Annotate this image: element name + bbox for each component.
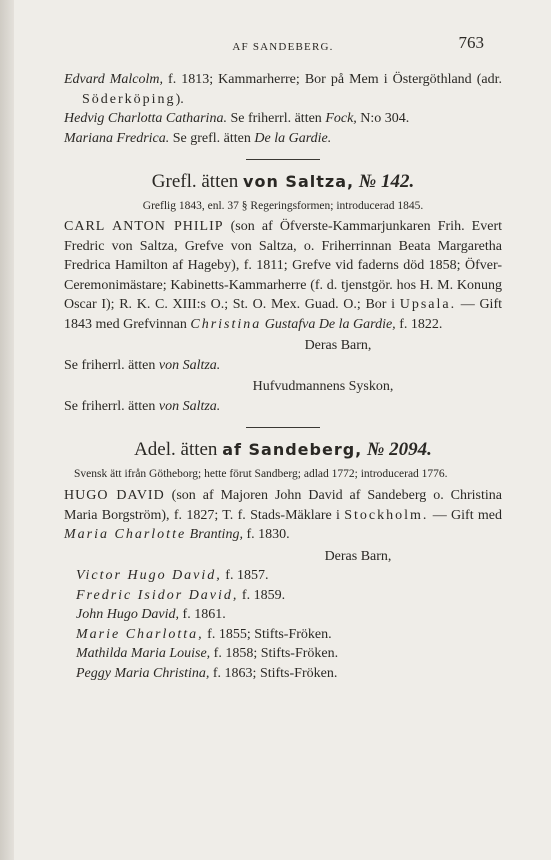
list-item: Fredric Isidor David, f. 1859. [76, 587, 286, 603]
main-entry-sandeberg: HUGO DAVID (son af Majoren John David af Sandeberg o. Christina Maria Borgström), f. 1827; T. f. Stads-Mäklare i Stockholm. — Gift med Maria Charlotte Branting, f. 1830. [64, 488, 502, 542]
book-spine-shadow [0, 0, 14, 860]
list-item: Peggy Maria Christina, f. 1863; Stifts-Fröken. [76, 665, 338, 681]
list-item: John Hugo David, f. 1861. [76, 607, 226, 622]
children-note-saltza: Se friherrl. ätten von Saltza. [64, 357, 221, 373]
entry-hedvig: Hedvig Charlotta Catharina. Se friherrl. ätten Fock, N:o 304. [64, 111, 410, 126]
list-item: Mathilda Maria Louise, f. 1858; Stifts-Fröken. [76, 646, 339, 661]
divider-rule [246, 427, 320, 428]
book-page [14, 0, 551, 860]
top-entries [64, 70, 502, 148]
section-subtitle-saltza: Greflig 1843, enl. 37 § Regeringsformen; introducerad 1845. [142, 200, 424, 212]
section-von-saltza [64, 170, 502, 416]
main-entry-saltza: CARL ANTON PHILIP (son af Öfverste-Kammarjunkaren Frih. Evert Fredric von Saltza, Grefve von Saltza, o. Friherrinnan Beata Margaretha Fredrica Hamilton af Hageby), f. 1811; Grefve vid faderns död 1858; Öfver-Ceremonimästare; Kabinetts-Kammarherre (f. d. tjenstgör. hos H. M. Konung Oscar I); R. K. C. XIII:s O.; St. O. Mex. Guad. O.; Bor i Upsala. — Gift 1843 med Grefvinnan Christina Gustafva De la Gardie, f. 1822. [64, 219, 502, 332]
section-title-saltza: Grefl. ätten von Saltza, № 142. [151, 171, 415, 192]
section-title-sandeberg: Adel. ätten af Sandeberg, № 2094. [134, 439, 432, 460]
list-item: Victor Hugo David, f. 1857. [76, 568, 269, 583]
siblings-heading-saltza: Hufvudmannens Syskon, [252, 379, 394, 394]
section-af-sandeberg [64, 438, 502, 683]
children-heading-saltza: Deras Barn, [304, 338, 372, 353]
section-subtitle-sandeberg: Svensk ätt ifrån Götheborg; hette förut Sandberg; adlad 1772; introducerad 1776. [74, 468, 448, 480]
divider-rule [246, 159, 320, 160]
page-content [64, 30, 502, 683]
entry-mariana: Mariana Fredrica. Se grefl. ätten De la Gardie. [64, 130, 332, 146]
children-heading-sandeberg: Deras Barn, [324, 548, 392, 564]
running-head: AF SANDEBERG. [232, 41, 334, 53]
page-number: 763 [458, 33, 484, 52]
page-header [64, 30, 502, 52]
children-list-sandeberg [64, 566, 502, 683]
entry-edvard: Edvard Malcolm, f. 1813; Kammarherre; Bor på Mem i Östergöthland (adr. Söderköping). [64, 72, 502, 107]
list-item: Marie Charlotta, f. 1855; Stifts-Fröken. [76, 626, 332, 642]
siblings-note-saltza: Se friherrl. ätten von Saltza. [64, 398, 221, 414]
